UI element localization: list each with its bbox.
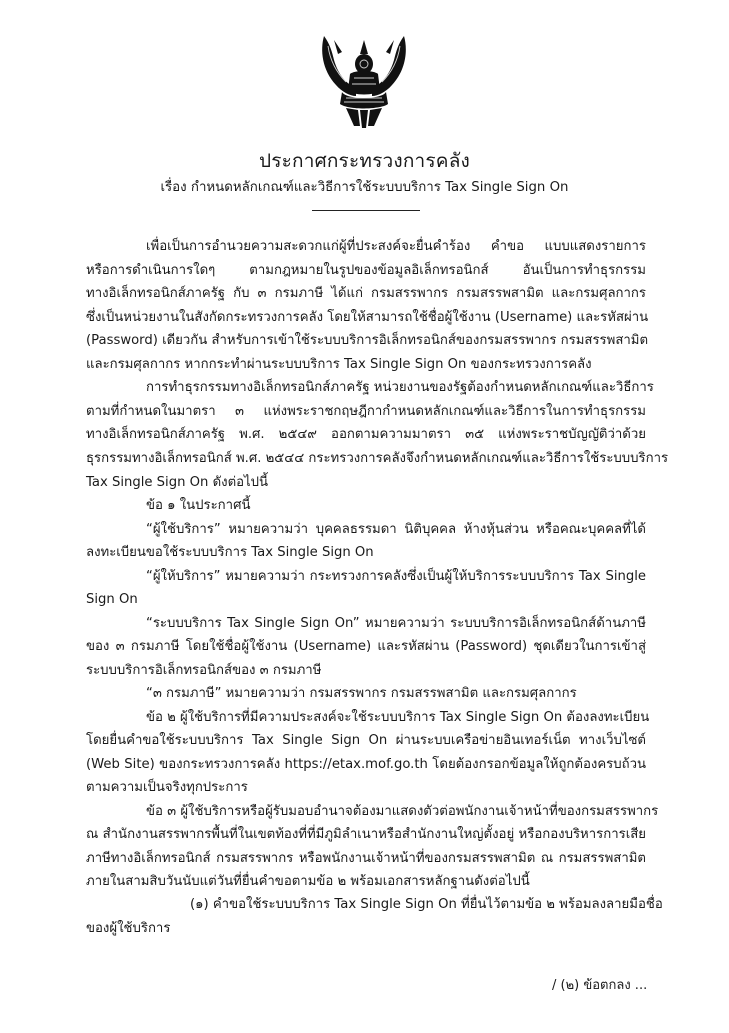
- body-text-line: Tax Single Sign On ดังต่อไปนี้: [86, 475, 269, 490]
- body-text-line: ระบบบริการอิเล็กทรอนิกส์ของ ๓ กรมภาษี: [86, 663, 322, 678]
- body-text-line: การทำธุรกรรมทางอิเล็กทรอนิกส์ภาครัฐ หน่วยงานของรัฐต้องกำหนดหลักเกณฑ์และวิธีการ: [146, 380, 654, 395]
- body-text-line: “ผู้ให้บริการ” หมายความว่า กระทรวงการคลังซึ่งเป็นผู้ให้บริการระบบบริการ Tax Single: [146, 569, 646, 584]
- body-text-line: (๑) คำขอใช้ระบบบริการ Tax Single Sign On ที่ยื่นไว้ตามข้อ ๒ พร้อมลงลายมือชื่อ: [190, 897, 663, 912]
- page-continuation-footer: / (๒) ข้อตกลง ...: [552, 978, 648, 993]
- body-text-line: ณ สำนักงานสรรพากรพื้นที่ในเขตท้องที่ที่มีภูมิลำเนาหรือสำนักงานใหญ่ตั้งอยู่ หรือกองบริหารการเสีย: [86, 827, 646, 842]
- body-text-line: ข้อ ๒ ผู้ใช้บริการที่มีความประสงค์จะใช้ระบบบริการ Tax Single Sign On ต้องลงทะเบียน: [146, 710, 650, 725]
- body-text-line: ทางอิเล็กทรอนิกส์ภาครัฐ กับ ๓ กรมภาษี ได้แก่ กรมสรรพากร กรมสรรพสามิต และกรมศุลกากร: [86, 286, 646, 301]
- body-text-line: ข้อ ๓ ผู้ใช้บริการหรือผู้รับมอบอำนาจต้องมาแสดงตัวต่อพนักงานเจ้าหน้าที่ของกรมสรรพากร: [146, 804, 659, 819]
- announcement-title: ประกาศกระทรวงการคลัง: [258, 150, 471, 172]
- body-text-line: ภาษีทางอิเล็กทรอนิกส์ กรมสรรพากร หรือพนักงานเจ้าหน้าที่ของกรมสรรพสามิต ณ กรมสรรพสามิต: [86, 851, 646, 866]
- body-text-line: หรือการดำเนินการใดๆ ตามกฎหมายในรูปของข้อมูลอิเล็กทรอนิกส์ อันเป็นการทำธุรกรรม: [86, 263, 646, 278]
- body-text-line: (Password) เดียวกัน สำหรับการเข้าใช้ระบบบริการอิเล็กทรอนิกส์ของกรมสรรพากร กรมสรรพสามิต: [86, 333, 649, 348]
- body-text-line: โดยยื่นคำขอใช้ระบบบริการ Tax Single Sign On ผ่านระบบเครือข่ายอินเทอร์เน็ต ทางเว็บไซต์: [86, 733, 646, 748]
- body-text-line: ลงทะเบียนขอใช้ระบบบริการ Tax Single Sign On: [86, 545, 374, 560]
- title-divider: [312, 210, 420, 211]
- body-text-line: “๓ กรมภาษี” หมายความว่า กรมสรรพากร กรมสรรพสามิต และกรมศุลกากร: [146, 686, 577, 701]
- body-text-line: ทางอิเล็กทรอนิกส์ภาครัฐ พ.ศ. ๒๕๔๙ ออกตามความมาตรา ๓๕ แห่งพระราชบัญญัติว่าด้วย: [86, 427, 646, 442]
- body-text-line: ซึ่งเป็นหน่วยงานในสังกัดกระทรวงการคลัง โดยให้สามารถใช้ชื่อผู้ใช้งาน (Username) และรหัสผ่าน: [86, 310, 649, 325]
- body-text-line: ธุรกรรมทางอิเล็กทรอนิกส์ พ.ศ. ๒๕๔๔ กระทรวงการคลังจึงกำหนดหลักเกณฑ์และวิธีการใช้ระบบบริการ: [86, 451, 669, 466]
- body-text-line: ของ ๓ กรมภาษี โดยใช้ชื่อผู้ใช้งาน (Username) และรหัสผ่าน (Password) ชุดเดียวในการเข้าสู่: [86, 639, 646, 654]
- body-text-line: ตามที่กำหนดในมาตรา ๓ แห่งพระราชกฤษฎีกากำหนดหลักเกณฑ์และวิธีการในการทำธุรกรรม: [86, 404, 646, 419]
- body-text-line: “ผู้ใช้บริการ” หมายความว่า บุคคลธรรมดา นิติบุคคล ห้างหุ้นส่วน หรือคณะบุคคลที่ได้: [146, 522, 646, 537]
- body-text-line: ของผู้ใช้บริการ: [86, 921, 171, 936]
- body-text-line: และกรมศุลกากร หากกระทำผ่านระบบบริการ Tax Single Sign On ของกระทรวงการคลัง: [86, 357, 592, 372]
- body-text-line: “ระบบบริการ Tax Single Sign On” หมายความว่า ระบบบริการอิเล็กทรอนิกส์ด้านภาษี: [146, 616, 646, 631]
- announcement-subject: เรื่อง กำหนดหลักเกณฑ์และวิธีการใช้ระบบบริการ Tax Single Sign On: [160, 180, 569, 195]
- garuda-emblem-icon: [316, 30, 412, 130]
- body-text-line: Sign On: [86, 592, 138, 607]
- body-text-line: (Web Site) ของกระทรวงการคลัง https://etax.mof.go.th โดยต้องกรอกข้อมูลให้ถูกต้องครบถ้วน: [86, 757, 646, 772]
- body-text-line: ตามความเป็นจริงทุกประการ: [86, 780, 248, 795]
- body-text-line: เพื่อเป็นการอำนวยความสะดวกแก่ผู้ที่ประสงค์จะยื่นคำร้อง คำขอ แบบแสดงรายการ: [146, 239, 646, 254]
- body-text-line: ภายในสามสิบวันนับแต่วันที่ยื่นคำขอตามข้อ ๒ พร้อมเอกสารหลักฐานดังต่อไปนี้: [86, 874, 530, 889]
- body-text-line: ข้อ ๑ ในประกาศนี้: [146, 498, 251, 513]
